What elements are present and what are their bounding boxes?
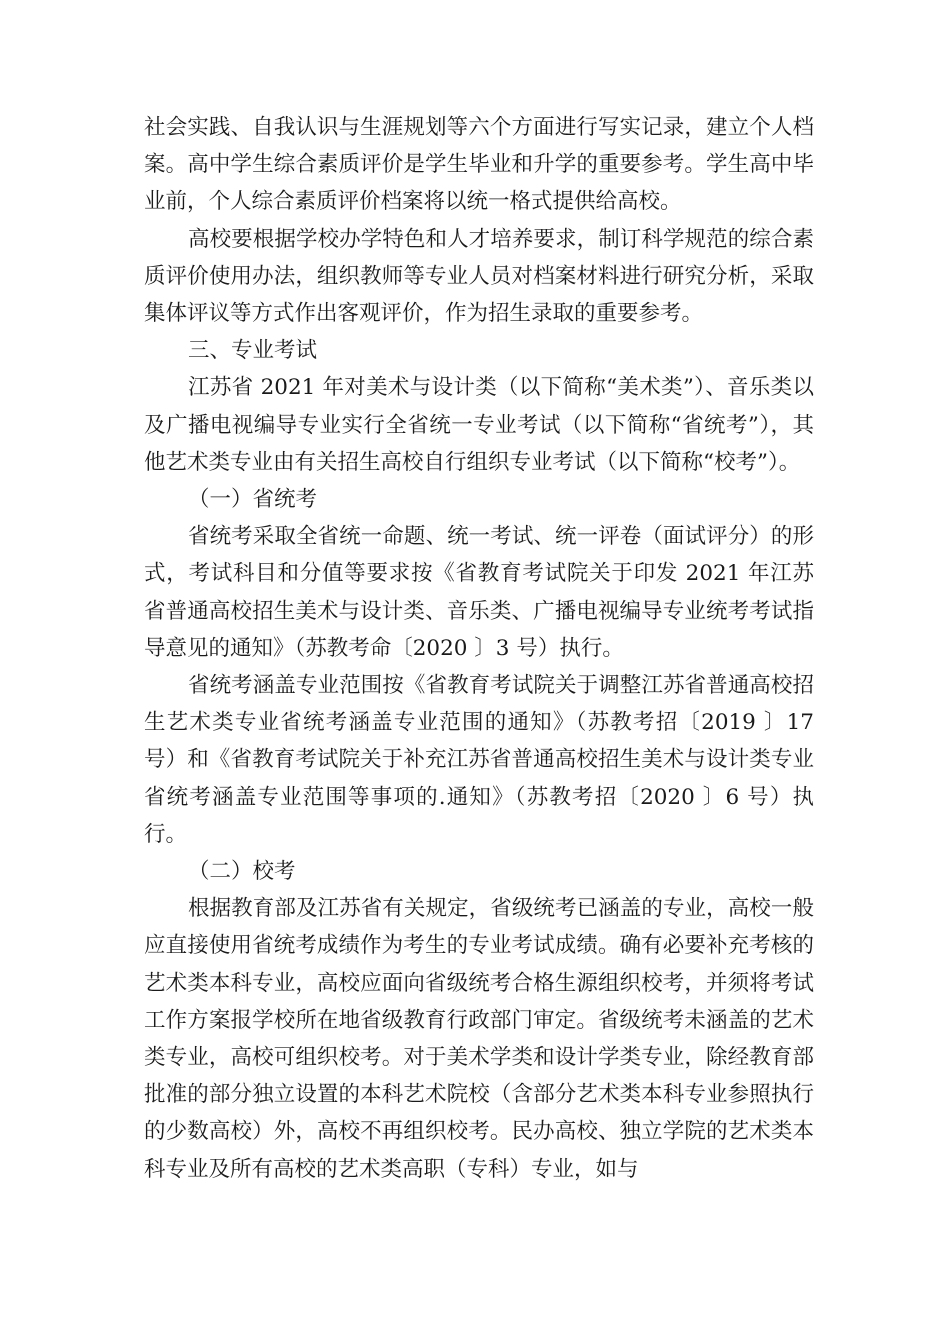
document-body [144, 109, 814, 1188]
paragraph-school-exam-rules: 根据教育部及江苏省有关规定，省级统考已涵盖的专业，高校一般应直接使用省统考成绩作为考生的专业考试成绩。确有必要补充考核的艺术类本科专业，高校应面向省级统考合格生源组织校考，并须将考试工作方案报学校所在地省级教育行政部门审定。省级统考未涵盖的艺术类专业，高校可组织校考。对于美术学类和设计学类专业，除经教育部批准的部分独立设置的本科艺术院校（含部分艺术类本科专业参照执行的少数高校）外，高校不再组织校考。民办高校、独立学院的艺术类本科专业及所有高校的艺术类高职（专科）专业，如与 [144, 896, 814, 1182]
paragraph-continuation: 社会实践、自我认识与生涯规划等六个方面进行写实记录，建立个人档案。高中学生综合素质评价是学生毕业和升学的重要参考。学生高中毕业前，个人综合素质评价档案将以统一格式提供给高校。 [144, 115, 814, 215]
section-heading-professional-exam: 三、专业考试 [188, 338, 318, 364]
paragraph-evaluation-usage: 高校要根据学校办学特色和人才培养要求，制订科学规范的综合素质评价使用办法，组织教师等专业人员对档案材料进行研究分析，采取集体评议等方式作出客观评价，作为招生录取的重要参考。 [144, 226, 814, 327]
paragraph-provincial-exam-scope: 省统考涵盖专业范围按《省教育考试院关于调整江苏省普通高校招生艺术类专业省统考涵盖专业范围的通知》（苏教考招〔2019 〕17 号）和《省教育考试院关于补充江苏省普通高校招生美术与设计类专业省统考涵盖专业范围等事项的.通知》（苏教考招〔2020 〕6 号）执行。 [144, 673, 814, 847]
paragraph-provincial-exam-form: 省统考采取全省统一命题、统一考试、统一评卷（面试评分）的形式，考试科目和分值等要求按《省教育考试院关于印发 2021 年江苏省普通高校招生美术与设计类、音乐类、广播电视编导专业统考考试指导意见的通知》（苏教考命〔2020 〕3 号）执行。 [144, 524, 814, 661]
subsection-heading-provincial-exam: （一）省统考 [188, 487, 318, 513]
paragraph-exam-overview: 江苏省 2021 年对美术与设计类（以下简称“美术类”）、音乐类以及广播电视编导专业实行全省统一专业考试（以下简称“省统考”），其他艺术类专业由有关招生高校自行组织专业考试（以下简称“校考”）。 [144, 375, 814, 475]
subsection-heading-school-exam: （二）校考 [188, 859, 296, 885]
